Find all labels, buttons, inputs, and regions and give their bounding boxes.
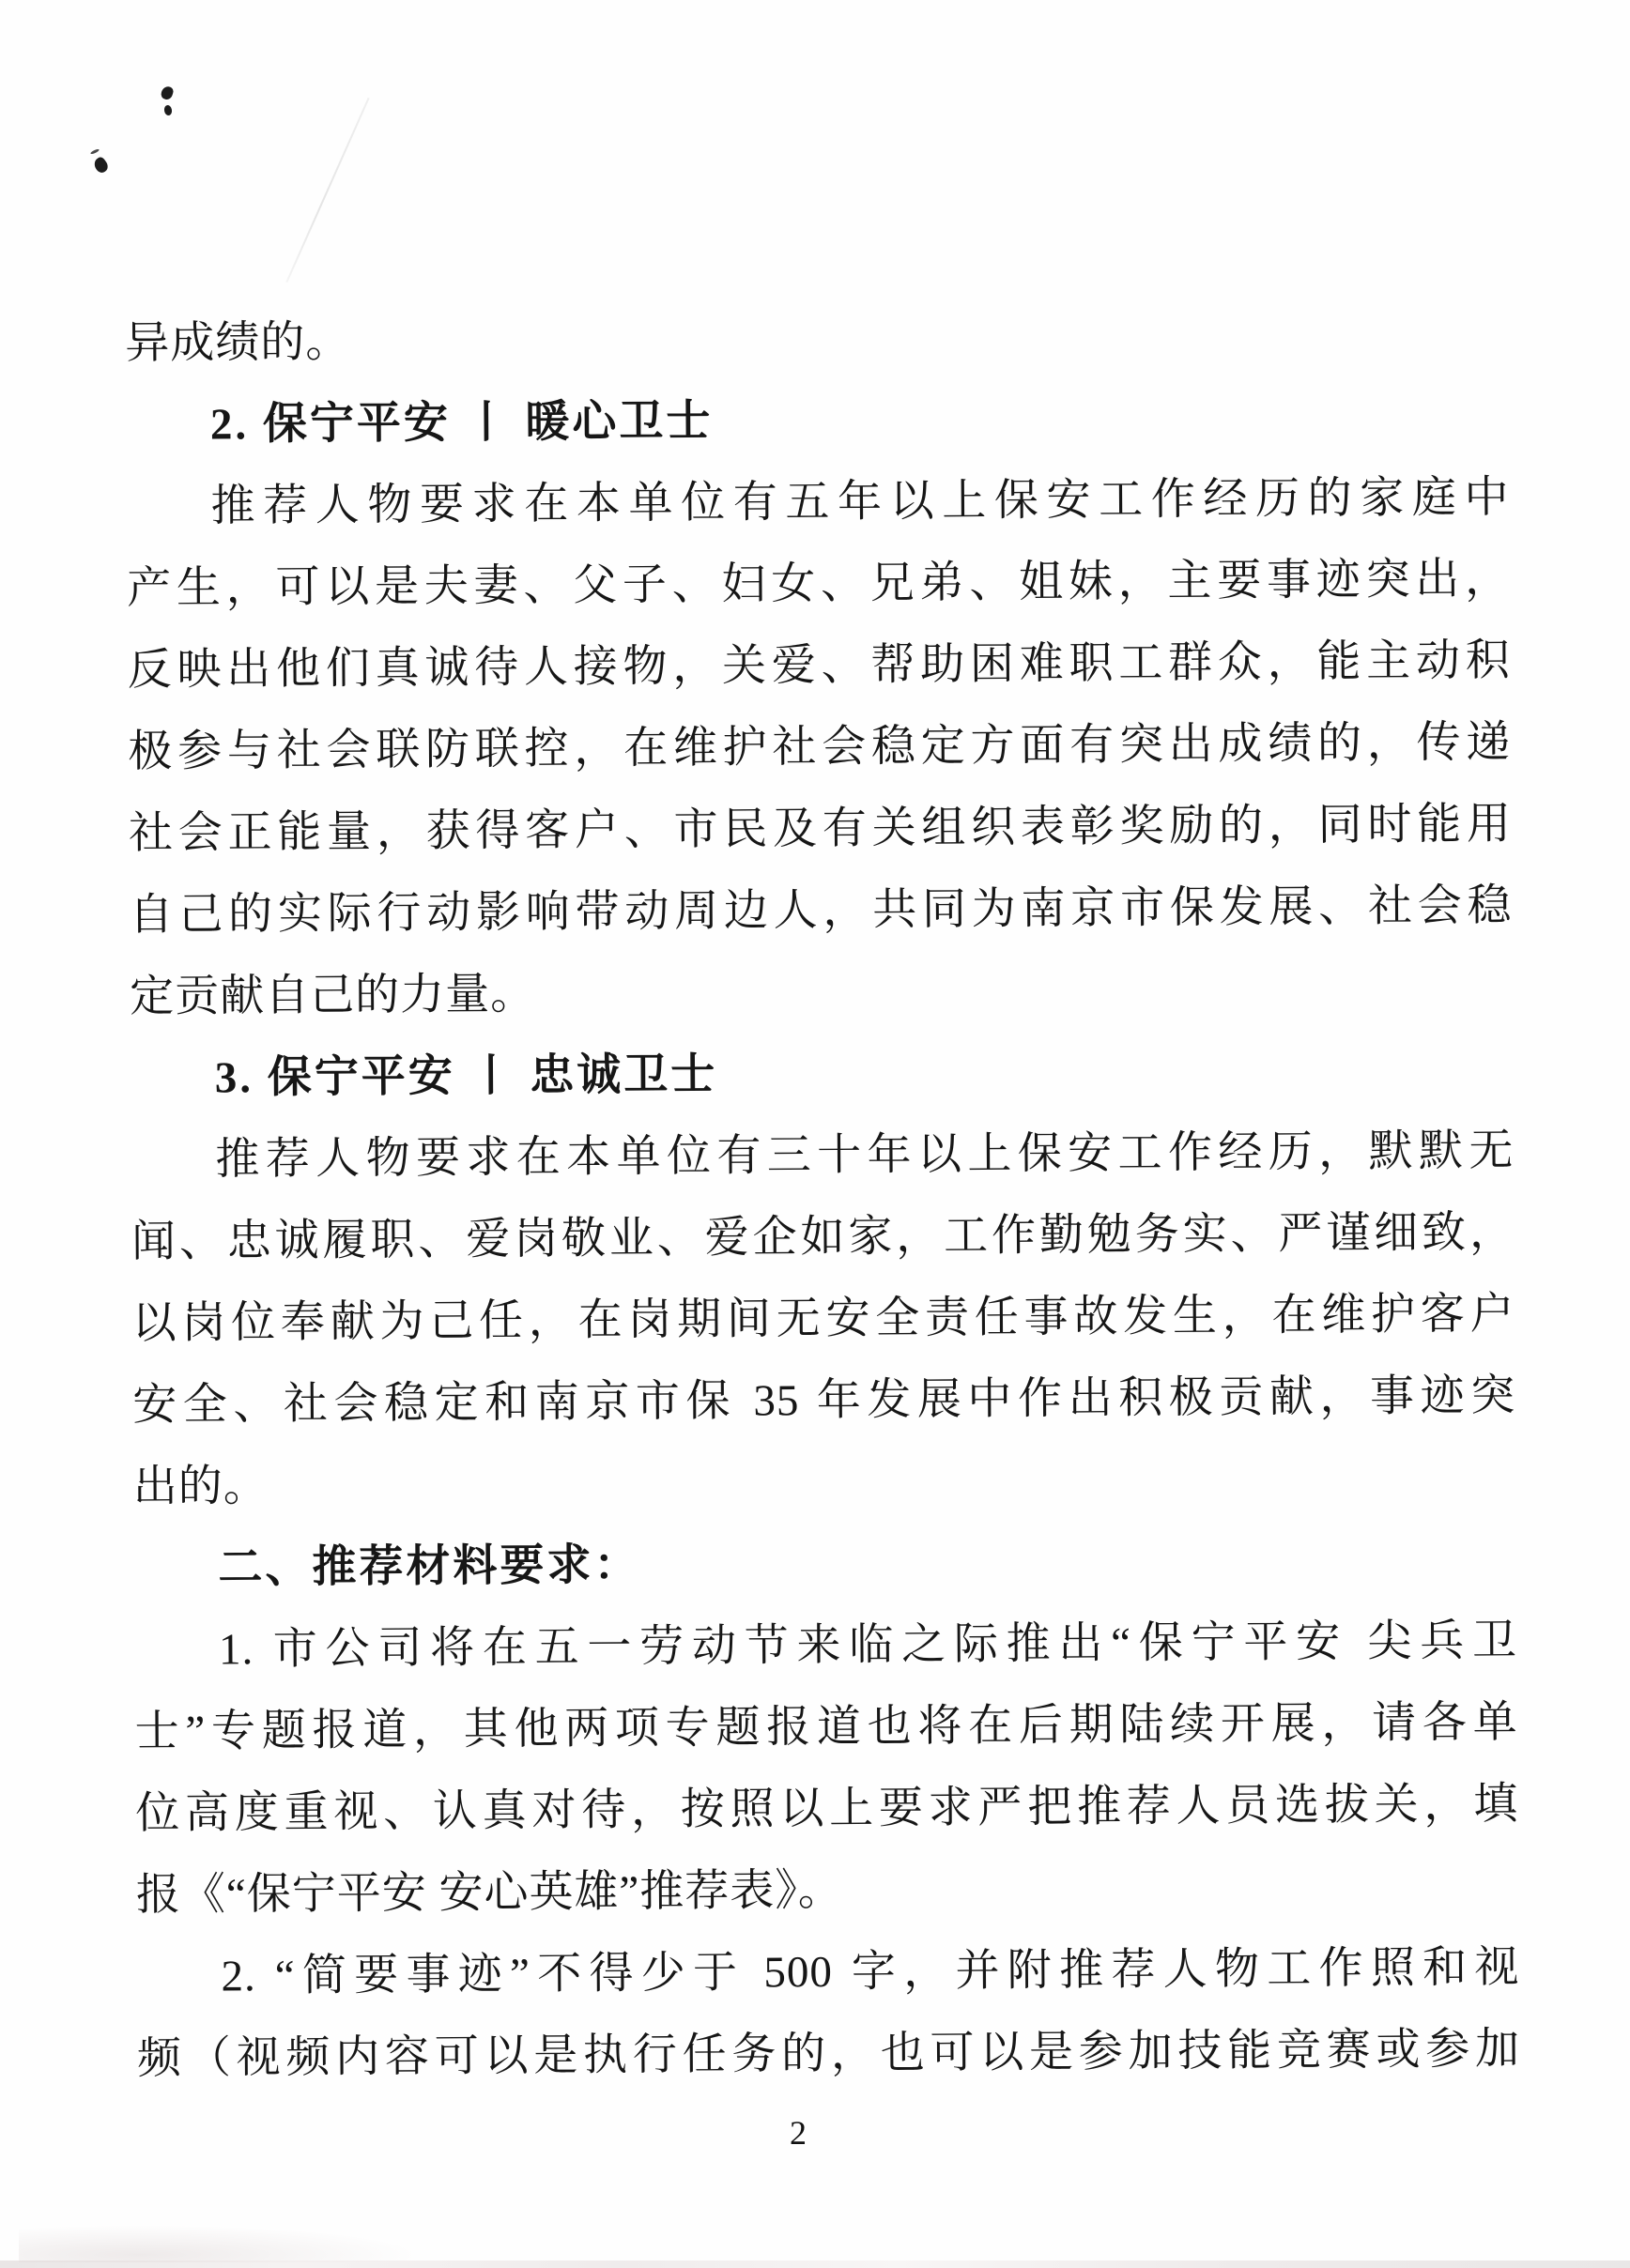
ink-speck xyxy=(163,104,173,115)
ink-speck xyxy=(90,148,100,155)
text-line: 士”专题报道，其他两项专题报道也将在后期陆续开展，请各单 xyxy=(134,1697,1518,1757)
text-line: 自己的实际行动影响带动周边人，共同为南京市保发展、社会稳 xyxy=(129,881,1513,941)
text-line: 出的。 xyxy=(132,1462,269,1512)
document-text-block xyxy=(125,294,1520,2100)
text-line: 2. “简要事迹”不得少于 500 字，并附推荐人物工作照和视 xyxy=(221,1942,1520,2001)
page-number: 2 xyxy=(790,2114,807,2152)
text-line: 频（视频内容可以是执行任务的，也可以是参加技能竞赛或参加 xyxy=(136,2024,1521,2084)
text-line: 推荐人物要求在本单位有五年以上保安工作经历的家庭中 xyxy=(210,472,1510,531)
text-line: 以岗位奉献为己任，在岗期间无安全责任事故发生，在维护客户 xyxy=(131,1289,1515,1349)
section-heading: 二、推荐材料要求： xyxy=(218,1540,641,1593)
ink-speck xyxy=(160,84,175,100)
text-line: 异成绩的。 xyxy=(125,317,351,369)
text-line: 位高度重视、认真对待，按照以上要求严把推荐人员选拔关，填 xyxy=(135,1779,1519,1839)
text-line: 社会正能量，获得客户、市民及有关组织表彰奖励的，同时能用 xyxy=(128,799,1513,859)
text-line: 安全、社会稳定和南京市保 35 年发展中作出积极贡献，事迹突 xyxy=(132,1371,1516,1431)
text-line: 推荐人物要求在本单位有三十年以上保安工作经历，默默无 xyxy=(215,1126,1515,1185)
scan-smudge-artifact xyxy=(19,2225,423,2262)
page-bottom-edge-shadow xyxy=(0,2260,1630,2268)
text-line: 报《“保宁平安 安心英雄”推荐表》。 xyxy=(135,1865,844,1921)
text-line: 产生，可以是夫妻、父子、妇女、兄弟、姐妹，主要事迹突出， xyxy=(126,554,1511,614)
section-heading: 2. 保宁平安 丨 暖心卫士 xyxy=(209,396,714,450)
text-line: 定贡献自己的力量。 xyxy=(129,970,536,1022)
text-line: 1. 市公司将在五一劳动节来临之际推出“保宁平安 尖兵卫 xyxy=(218,1616,1518,1675)
ink-speck xyxy=(92,156,111,176)
text-line: 反映出他们真诚待人接物，关爱、帮助困难职工群众，能主动积 xyxy=(127,636,1511,696)
section-heading: 3. 保宁平安 丨 忠诚卫士 xyxy=(214,1050,718,1103)
scan-scratch-artifact xyxy=(285,98,369,283)
text-line: 闻、忠诚履职、爱岗敬业、爱企如家，工作勤勉务实、严谨细致， xyxy=(131,1207,1515,1267)
text-line: 极参与社会联防联控，在维护社会稳定方面有突出成绩的，传递 xyxy=(128,717,1512,777)
